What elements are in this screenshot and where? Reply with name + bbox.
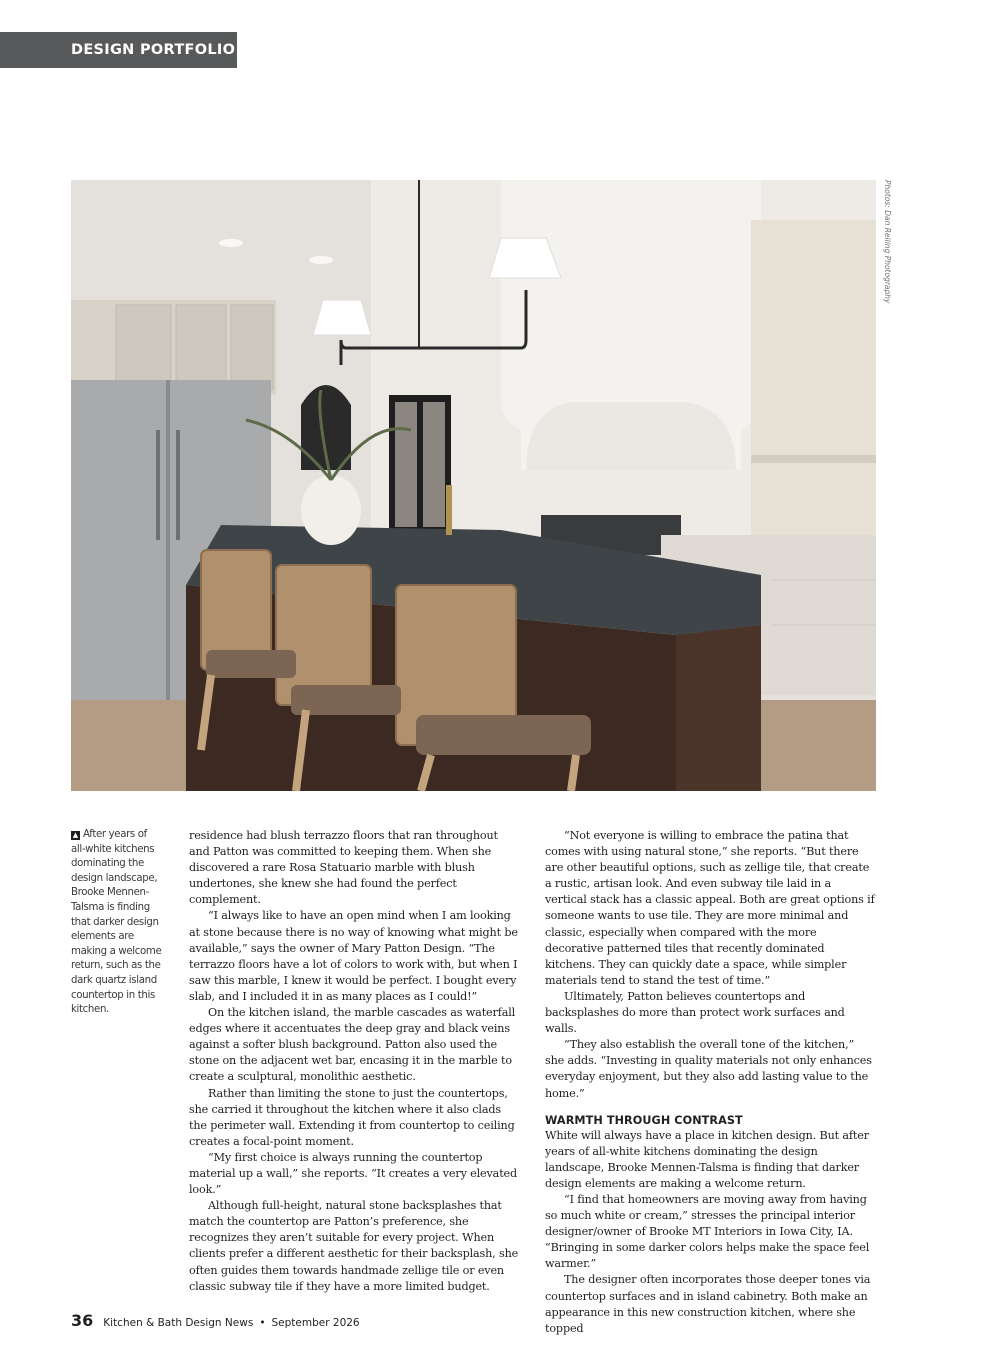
- paragraph: White will always have a place in kitchen design. But after years of all-white kitchens dominating the design landscape, Brooke Mennen-Talsma is finding that darker design elements are making a welcome return.: [545, 1128, 869, 1190]
- photo-credit: Photos: Dan Reiling Photography: [883, 180, 892, 304]
- paragraph: “They also establish the overall tone of the kitchen,” she adds. “Investing in quality materials not only enhances everyday enjoyment, but they also add lasting value to the home.”: [545, 1038, 872, 1100]
- article-column-2: [545, 828, 875, 1337]
- paragraph: “My first choice is always running the countertop material up a wall,” she reports. “It creates a very elevated look.”: [189, 1150, 518, 1197]
- issue-date: September 2026: [271, 1317, 360, 1329]
- subheading: WARMTH THROUGH CONTRAST: [545, 1113, 743, 1127]
- paragraph: “I always like to have an open mind when I am looking at stone because there is no way of knowing what might be available,” says the owner of Mary Patton Design. “The terrazzo floors have a lot of colors to work with, but when I saw this marble, I knew it would be perfect. I bought every slab, and I included it in as many places as I could!”: [189, 909, 518, 1003]
- paragraph: Rather than limiting the stone to just the countertops, she carried it throughout the kitchen where it also clads the perimeter wall. Extending it from countertop to ceiling creates a focal-point moment.: [189, 1086, 515, 1148]
- paragraph: On the kitchen island, the marble cascades as waterfall edges where it accentuates the deep gray and black veins against a softer blush background. Patton also used the stone on the adjacent wet bar, encasing it in the marble to create a sculptural, monolithic aesthetic.: [189, 1006, 516, 1084]
- paragraph: Ultimately, Patton believes countertops and backsplashes do more than protect work surfaces and walls.: [545, 989, 845, 1036]
- section-label: DESIGN PORTFOLIO: [71, 42, 236, 58]
- page-footer: [71, 1311, 360, 1331]
- photo-caption: [71, 828, 163, 1018]
- article-column-1: [189, 828, 519, 1295]
- paragraph: “I find that homeowners are moving away from having so much white or cream,” stresses the principal interior designer/owner of Brooke MT Interiors in Iowa City, IA. “Bringing in some darker colors helps make the space feel warmer.”: [545, 1192, 870, 1271]
- footer-separator: •: [259, 1317, 266, 1329]
- paragraph: “Not everyone is willing to embrace the patina that comes with using natural stone,” she reports. “But there are other beautiful options, such as zellige tile, that create a rustic, artisan look. And even subway tile laid in a vertical stack has a classic appeal. Both are great options if someone wants to use tile. They are more minimal and classic, especially when compared with the more decorative patterned tiles that recently dominated kitchens. They can quickly date a space, while simpler materials tend to stand the test of time.”: [545, 829, 875, 987]
- publication-name: Kitchen & Bath Design News: [103, 1317, 254, 1329]
- caption-text: After years of all-white kitchens dominating the design landscape, Brooke Mennen-Talsma is finding that darker design elements are making a welcome return, such as the dark quartz island countertop in this kitchen.: [71, 829, 162, 1016]
- page-number: 36: [71, 1311, 94, 1330]
- paragraph: The designer often incorporates those deeper tones via countertop surfaces and in island cabinetry. Both make an appearance in this new construction kitchen, where she topped: [545, 1273, 871, 1335]
- paragraph: residence had blush terrazzo floors that ran throughout and Patton was committed to keeping them. When she discovered a rare Rosa Statuario marble with blush undertones, she knew she had found the perfect complement.: [189, 829, 498, 907]
- section-tab: [0, 32, 237, 68]
- paragraph: Although full-height, natural stone backsplashes that match the countertop are Patton’s preference, she recognizes they aren’t suitable for every project. When clients prefer a different aesthetic for their backsplash, she often guides them towards handmade zellige tile or even classic subway tile if they have a more limited budget.: [189, 1199, 519, 1293]
- up-arrow-icon: ▲: [72, 831, 79, 839]
- kitchen-photo: [71, 180, 876, 791]
